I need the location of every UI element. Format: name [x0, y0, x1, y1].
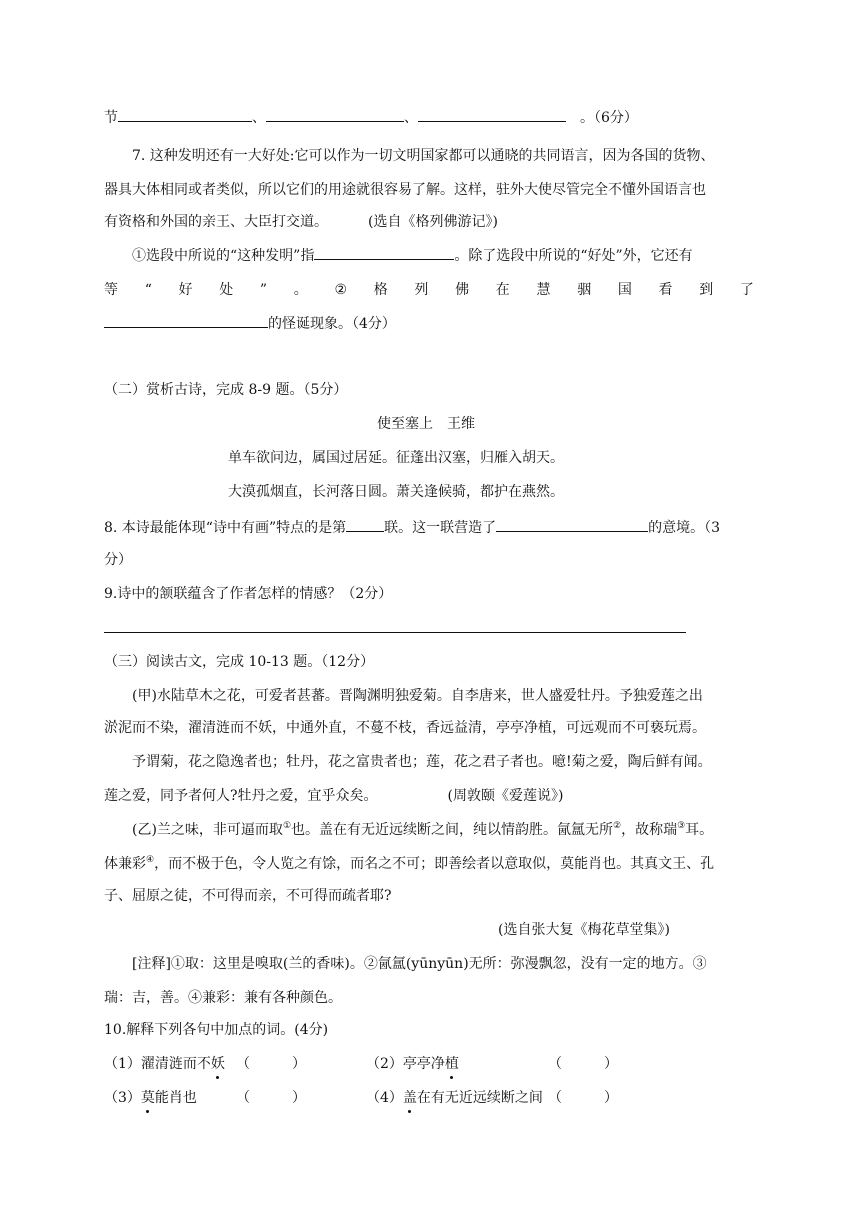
- item-text: 濯清涟而不: [140, 1056, 211, 1072]
- q10-item-1-answer[interactable]: （ ）: [236, 1056, 306, 1072]
- q7-spread-line: [104, 280, 754, 300]
- q7-sub1-prefix: ①选段中所说的“这种发明”指: [132, 248, 315, 264]
- item-text: 能肖也: [154, 1090, 197, 1106]
- poem-title-line: [377, 414, 475, 434]
- spread-char: 列: [414, 282, 429, 298]
- yi-text: ，而不极于色，令人览之有馀，而名之不可；即善绘者以意取似，莫能肖也。其真文王、孔: [154, 856, 715, 872]
- q10-item-3: [104, 1088, 197, 1108]
- jia-line-4-text: 莲之爱，同予者何人?牡丹之爱，宜乎众矣。: [104, 788, 378, 804]
- answer-blank[interactable]: [346, 518, 384, 532]
- dotted-word: 植: [444, 1056, 459, 1072]
- item-number: （3）: [104, 1090, 141, 1106]
- section-3-heading: （三）阅读古文，完成 10-13 题。（12分）: [104, 654, 375, 670]
- q8-text-a: 8. 本诗最能体现“诗中有画”特点的是第: [104, 520, 347, 536]
- answer-blank[interactable]: [314, 246, 454, 260]
- spread-char: 看: [658, 282, 673, 298]
- jia-line-3: 予谓菊，花之隐逸者也；牡丹，花之富贵者也；莲，花之君子者也。噫!菊之爱，陶后鲜有闻。: [132, 754, 712, 770]
- q7-source: (选自《格列佛游记》): [368, 214, 498, 230]
- dotted-word: 妖: [210, 1056, 225, 1072]
- q8-score-tail: 分）: [104, 552, 132, 568]
- q7-sub1-suffix: 。除了选段中所说的“好处”外，它还有: [454, 248, 693, 264]
- footnote-marker: ①: [282, 821, 292, 831]
- jia-line-1: (甲)水陆草木之花，可爱者甚蕃。晋陶渊明独爱菊。自李唐来，世人盛爱牡丹。予独爱莲之出: [132, 688, 703, 704]
- spread-char: 格: [373, 282, 388, 298]
- q6-separator: 、: [252, 110, 266, 126]
- spread-char: 到: [699, 282, 714, 298]
- yi-source: (选自张大复《梅花草堂集》): [498, 922, 670, 938]
- q9-question: 9.诗中的颔联蕴含了作者怎样的情感？（2分）: [104, 586, 393, 602]
- spread-char: “: [144, 282, 152, 298]
- answer-blank[interactable]: [496, 518, 648, 532]
- q7-line-3-text: 有资格和外国的亲王、大臣打交道。: [104, 214, 328, 230]
- poem-line-1: 单车欲问边，属国过居延。征蓬出汉塞，归雁入胡天。: [228, 450, 564, 466]
- jia-line-4: [104, 786, 563, 806]
- q8-line: [104, 518, 720, 538]
- q7-line-1: 7. 这种发明还有一大好处:它可以作为一切文明国家都可以通晓的共同语言，因为各国的货物、: [132, 148, 715, 164]
- q7-sub1: [132, 246, 693, 266]
- jia-line-2: 淤泥而不染，濯清涟而不妖，中通外直，不蔓不枝，香远益清，亭亭净植，可远观而不可亵玩焉。: [104, 720, 706, 736]
- note-line-1: [注释]①取：这里是嗅取(兰的香味)。②氤氲(yūnyūn)无所：弥漫飘忽，没有一定的地方。③: [132, 956, 707, 972]
- yi-line-2: [104, 854, 714, 874]
- note-line-2: 瑞：吉，善。④兼彩：兼有各种颜色。: [104, 990, 342, 1006]
- yi-text: 耳。: [685, 822, 714, 838]
- item-number: （4）: [366, 1090, 403, 1106]
- q10-item-2-answer[interactable]: （ ）: [548, 1056, 618, 1072]
- q7-line-2: 器具大体相同或者类似，所以它们的用途就很容易了解。这样，驻外大使尽管完全不懂外国语言也: [104, 182, 706, 198]
- spread-char: 等: [104, 282, 118, 298]
- answer-blank[interactable]: [266, 108, 404, 122]
- spread-char: ”: [259, 282, 268, 298]
- spread-char: 在: [495, 282, 510, 298]
- q7-line-3: [104, 212, 498, 232]
- q6-answer-line: [104, 108, 638, 128]
- yi-line-1: [132, 820, 713, 840]
- q10-item-4: [366, 1088, 543, 1108]
- answer-blank[interactable]: [118, 108, 252, 122]
- spread-char: ②: [334, 282, 348, 298]
- answer-blank[interactable]: [104, 314, 268, 328]
- q6-separator: 、: [404, 110, 418, 126]
- dotted-word: 盖: [402, 1090, 417, 1106]
- q8-text-b: 联。这一联营造了: [384, 520, 497, 536]
- item-number: （1）: [104, 1056, 141, 1072]
- q7-sub2: [104, 314, 396, 334]
- q9-answer-line[interactable]: [104, 632, 686, 633]
- yi-text: 体兼彩: [104, 856, 146, 872]
- yi-text: (乙)兰之味，非可逼而取: [132, 822, 283, 838]
- spread-char: 佛: [455, 282, 470, 298]
- spread-char: 处: [219, 282, 234, 298]
- q10-heading: 10.解释下列各句中加点的词。(4分): [104, 1022, 329, 1038]
- q10-item-3-answer[interactable]: （ ）: [236, 1090, 306, 1106]
- footnote-marker: ②: [613, 821, 622, 831]
- spread-char: 。: [293, 282, 308, 298]
- q10-item-2: [366, 1054, 459, 1074]
- poem-author: 王维: [447, 416, 475, 432]
- item-text: 亭亭净: [402, 1056, 445, 1072]
- q8-text-c: 的意境。（3: [648, 520, 721, 536]
- yi-line-3: 子、屈原之徒，不可得而亲，不可得而疏者耶?: [104, 888, 392, 904]
- item-text: 在有无近远续断之间: [416, 1090, 543, 1106]
- dotted-word: 莫: [140, 1090, 155, 1106]
- jia-source: (周敦颐《爱莲说》): [447, 788, 564, 804]
- footnote-marker: ③: [677, 821, 686, 831]
- spread-char: 好: [178, 282, 193, 298]
- answer-blank[interactable]: [418, 108, 566, 122]
- q6-score: 。（6分）: [580, 110, 638, 126]
- yi-text: 也。盖在有无近远续断之间，纯以情韵胜。氤氲无所: [291, 822, 614, 838]
- spread-char: 骃: [577, 282, 592, 298]
- q7-sub2-suffix: 的怪诞现象。（4分）: [268, 316, 396, 332]
- spread-char: 了: [739, 282, 754, 298]
- spread-char: 国: [617, 282, 632, 298]
- poem-title: 使至塞上: [377, 416, 433, 432]
- q6-prefix: 节: [104, 110, 118, 126]
- poem-line-2: 大漠孤烟直，长河落日圆。萧关逢候骑，都护在燕然。: [228, 484, 564, 500]
- section-2-heading: （二）赏析古诗，完成 8-9 题。（5分）: [104, 382, 348, 398]
- q10-item-1: [104, 1054, 225, 1074]
- spread-char: 慧: [536, 282, 551, 298]
- footnote-marker: ④: [146, 855, 155, 865]
- yi-text: ，故称瑞: [621, 822, 678, 838]
- q10-item-4-answer[interactable]: （ ）: [548, 1090, 618, 1106]
- item-number: （2）: [366, 1056, 403, 1072]
